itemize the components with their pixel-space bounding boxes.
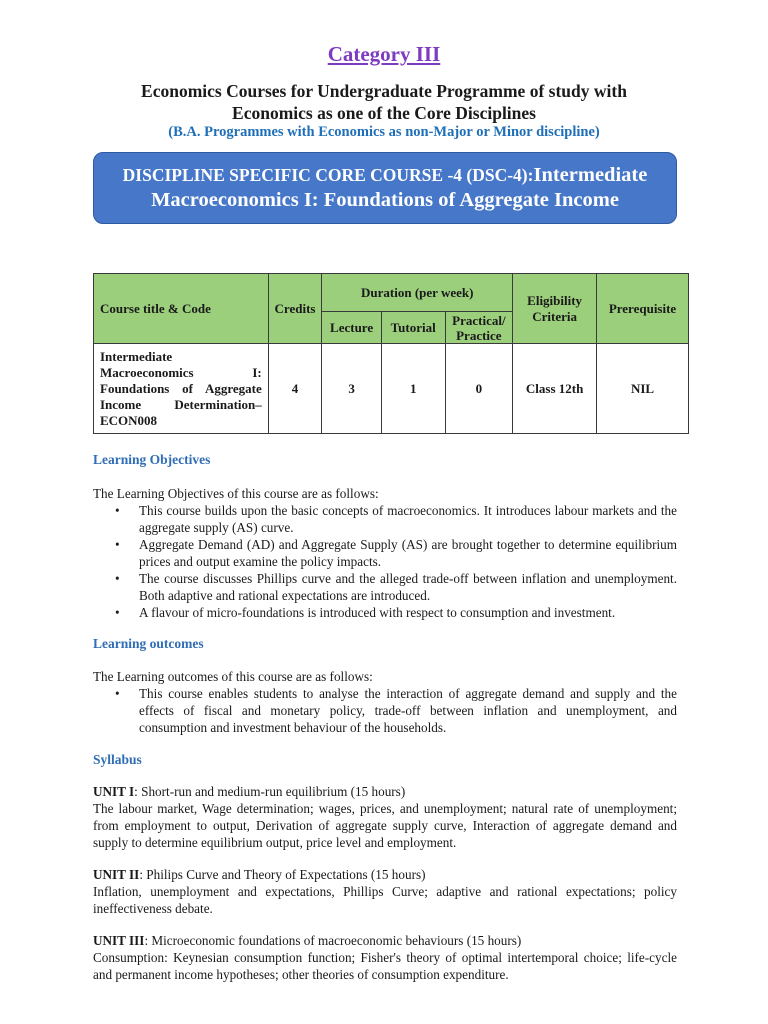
header-eligibility-line1: Eligibility (527, 292, 583, 308)
header-prerequisite: Prerequisite (597, 274, 689, 344)
tutorial-value: 1 (381, 344, 445, 434)
header-duration: Duration (per week) (322, 274, 513, 312)
learning-outcomes-intro: The Learning outcomes of this course are as follows: (93, 669, 373, 684)
unit-3-body: Consumption: Keynesian consumption function; Fisher's theory of optimal intertemporal choice; life-cycle and permanent income hypotheses; other theories of consumption expenditure. (93, 950, 677, 982)
course-code: ECON008 (100, 412, 158, 428)
list-item-text: This course enables students to analyse the interaction of aggregate demand and supply and the effects of fiscal and monetary policy, trade-off between inflation and unemployment, and consumption and investment behaviour of the households. (139, 686, 677, 735)
programme-heading (0, 80, 768, 124)
lecture-value: 3 (322, 344, 382, 434)
bullet-icon: • (115, 571, 120, 586)
table-row (94, 344, 689, 434)
unit-3-heading (93, 932, 677, 949)
header-eligibility (513, 274, 597, 344)
category-title: Category III (327, 42, 441, 66)
eligibility-value: Class 12th (513, 344, 597, 434)
course-title-line: Foundations of Aggregate (100, 380, 262, 396)
unit-2-body: Inflation, unemployment and expectations, Phillips Curve; adaptive and rational expectations; policy ineffectiveness debate. (93, 884, 677, 916)
header-tutorial: Tutorial (381, 312, 445, 344)
unit-3-label: UNIT III (93, 933, 145, 948)
learning-objectives-title: Learning Objectives (93, 452, 211, 467)
list-item-text: Aggregate Demand (AD) and Aggregate Supply (AS) are brought together to determine equilibrium prices and output examine the policy impacts. (139, 537, 677, 569)
header-lecture: Lecture (322, 312, 382, 344)
syllabus-title: Syllabus (93, 752, 142, 767)
practical-value: 0 (445, 344, 513, 434)
unit-1-body: The labour market, Wage determination; wages, prices, and unemployment; natural rate of unemployment; from employment to output, Derivation of aggregate supply curve, Interaction of aggregate demand and supply to determine equilibrium output, price level and employment. (93, 801, 677, 850)
unit-3-title: : Microeconomic foundations of macroeconomic behaviours (15 hours) (144, 933, 522, 948)
learning-outcomes-list (93, 685, 677, 736)
list-item (93, 536, 677, 570)
course-title-line: Intermediate (100, 348, 173, 364)
banner-suffix: Intermediate (533, 164, 648, 186)
header-practical-line2: Practice (456, 327, 502, 343)
bullet-icon: • (115, 503, 120, 518)
unit-1-heading (93, 783, 677, 800)
banner-line2: Macroeconomics I: Foundations of Aggregate Income (151, 189, 619, 211)
list-item (93, 570, 677, 604)
header-practical-line1: Practical/ (452, 312, 506, 328)
list-item (93, 502, 677, 536)
prerequisite-value: NIL (597, 344, 689, 434)
unit-2-heading (93, 866, 677, 883)
course-title-line: Income Determination– (100, 396, 262, 412)
list-item-text: This course builds upon the basic concepts of macroeconomics. It introduces labour markets and the aggregate supply (AS) curve. (139, 503, 677, 535)
table-header-row (94, 274, 689, 312)
banner-line1 (94, 163, 676, 187)
course-title-cell (94, 344, 269, 434)
unit-1-title: : Short-run and medium-run equilibrium (15 hours) (134, 784, 406, 799)
unit-2-label: UNIT II (93, 867, 140, 882)
learning-objectives-intro: The Learning Objectives of this course are as follows: (93, 486, 379, 501)
programme-subheading: (B.A. Programmes with Economics as non-Major or Minor discipline) (168, 124, 600, 140)
unit-1-label: UNIT I (93, 784, 135, 799)
header-credits: Credits (268, 274, 322, 344)
list-item-text: A flavour of micro-foundations is introduced with respect to consumption and investment. (139, 605, 616, 620)
learning-objectives-list (93, 502, 677, 621)
bullet-icon: • (115, 686, 120, 701)
credits-value: 4 (268, 344, 322, 434)
programme-heading-line1: Economics Courses for Undergraduate Programme of study with (141, 81, 627, 101)
header-practical (445, 312, 513, 344)
list-item-text: The course discusses Phillips curve and the alleged trade-off between inflation and unemployment. Both adaptive and rational expectations are introduced. (139, 571, 677, 603)
learning-outcomes-title: Learning outcomes (93, 636, 204, 651)
course-banner (93, 152, 677, 224)
banner-prefix: DISCIPLINE SPECIFIC CORE COURSE -4 (DSC-4): (122, 165, 534, 185)
list-item (93, 685, 677, 736)
course-title-line: Macroeconomics I: (100, 364, 262, 380)
header-course-title: Course title & Code (94, 274, 269, 344)
bullet-icon: • (115, 537, 120, 552)
header-eligibility-line2: Criteria (532, 308, 577, 324)
bullet-icon: • (115, 605, 120, 620)
list-item (93, 604, 677, 621)
unit-2-title: : Philips Curve and Theory of Expectations (15 hours) (139, 867, 426, 882)
course-table (93, 273, 689, 434)
programme-heading-line2: Economics as one of the Core Disciplines (232, 103, 536, 123)
